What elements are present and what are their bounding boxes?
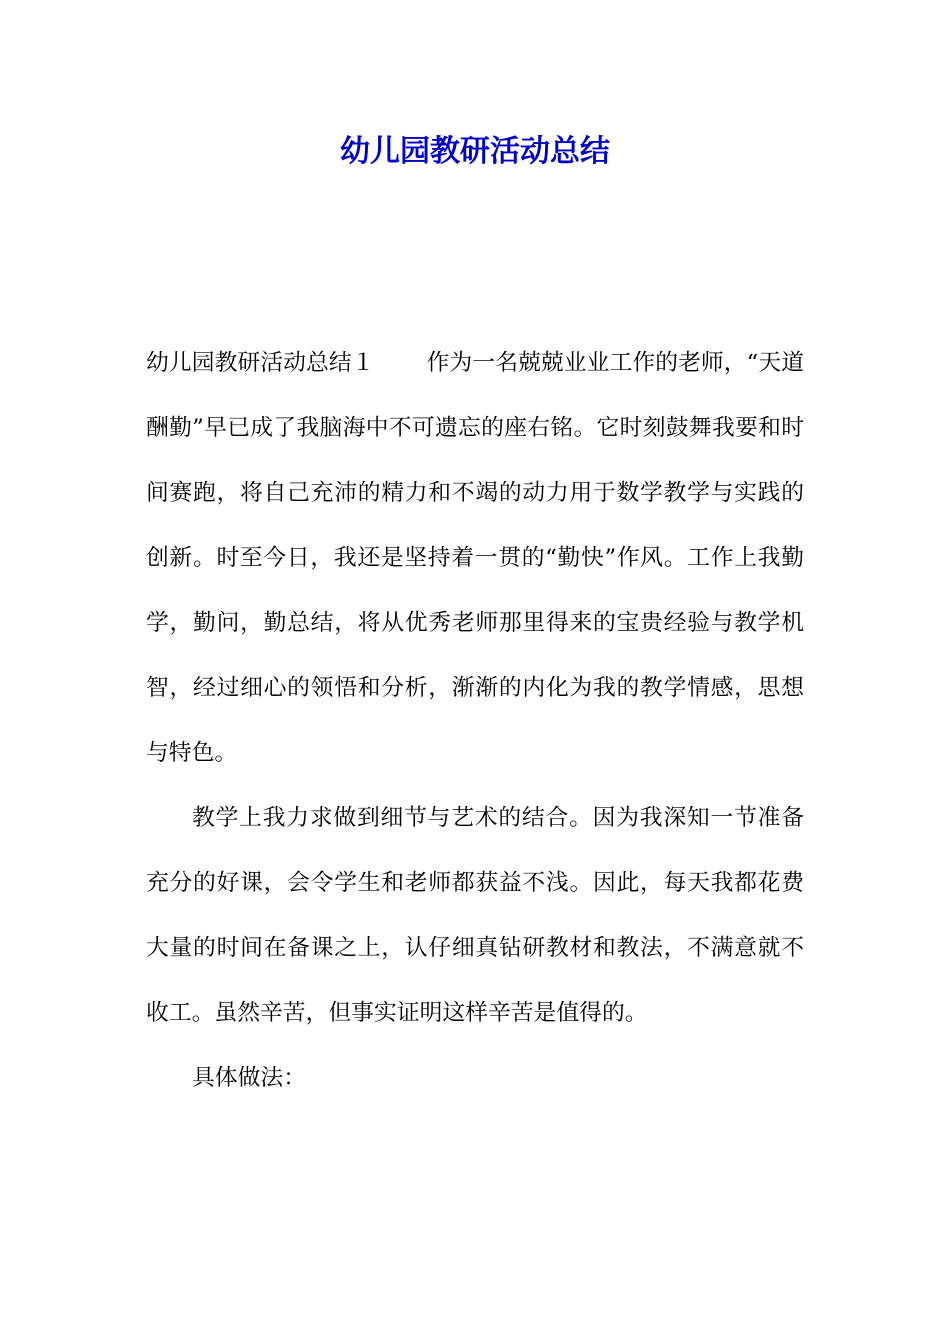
paragraph-1 bbox=[146, 331, 804, 786]
document-title: 幼儿园教研活动总结 bbox=[340, 134, 610, 169]
document-body bbox=[146, 331, 804, 1111]
paragraph-3: 具体做法： bbox=[192, 1065, 306, 1091]
paragraph-2: 教学上我力求做到细节与艺术的结合。因为我深知一节准备充分的好课，会令学生和老师都获益不浅。因此，每天我都花费大量的时间在备课之上，认仔细真钻研教材和教法，不满意就不收工。虽然辛苦，但事实证明这样辛苦是值得的。 bbox=[146, 805, 804, 1026]
paragraph-1-text: 作为一名兢兢业业工作的老师，“天道酬勤”早已成了我脑海中不可遗忘的座右铭。它时刻鼓舞我要和时间赛跑，将自己充沛的精力和不竭的动力用于数学教学与实践的创新。时至今日，我还是坚持着一贯的“勤快”作风。工作上我勤学，勤问，勤总结，将从优秀老师那里得来的宝贵经验与教学机智，经过细心的领悟和分析，渐渐的内化为我的教学情感，思想与特色。 bbox=[146, 350, 805, 766]
section-label: 幼儿园教研活动总结１ bbox=[146, 350, 375, 376]
